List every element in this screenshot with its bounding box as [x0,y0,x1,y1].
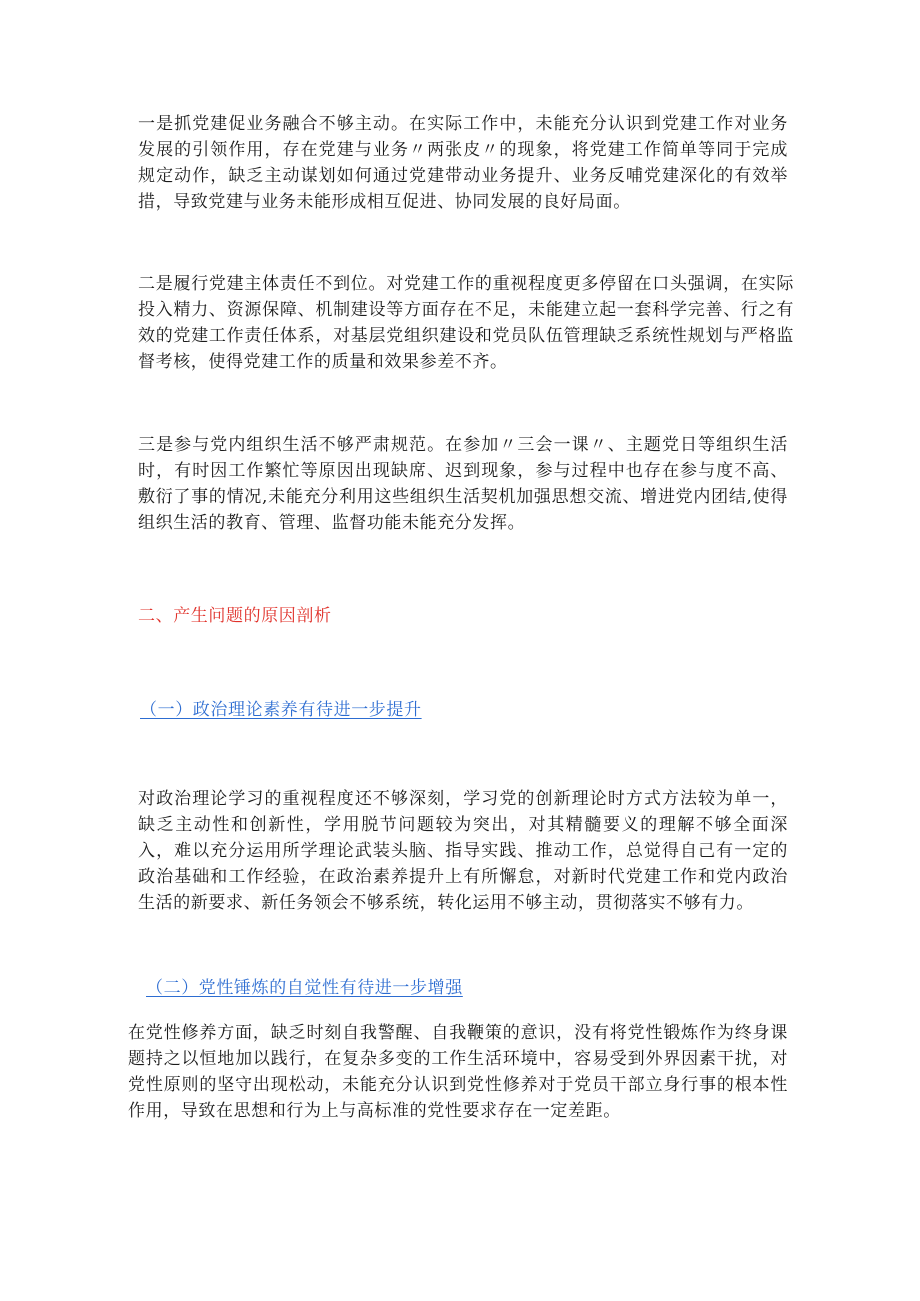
paragraph-party-business-integration: 一是抓党建促业务融合不够主动。在实际工作中，未能充分认识到党建工作对业务发展的引领作用，存在党建与业务〃两张皮〃的现象，将党建工作简单等同于完成规定动作，缺乏主动谋划如何通过党建带动业务提升、业务反哺党建深化的有效举措，导致党建与业务未能形成相互促进、协同发展的良好局面。 [138,114,788,212]
paragraph-party-responsibility: 二是履行党建主体责任不到位。对党建工作的重视程度更多停留在口头强调，在实际投入精力、资源保障、机制建设等方面存在不足，未能建立起一套科学完善、行之有效的党建工作责任体系，对基层党组织建设和党员队伍管理缺乏系统性规划与严格监督考核，使得党建工作的质量和效果参差不齐。 [138,274,794,372]
subheading-link-political-theory[interactable]: （一）政治理论素养有待进一步提升 [140,700,422,720]
paragraph-party-spirit: 在党性修养方面，缺乏时刻自我警醒、自我鞭策的意识，没有将党性锻炼作为终身课题持之以恒地加以践行，在复杂多变的工作生活环境中，容易受到外界因素干扰，对党性原则的坚守出现松动，未能充分认识到党性修养对于党员干部立身行事的根本性作用，导致在思想和行为上与高标准的党性要求存在一定差距。 [128,1023,788,1121]
paragraph-political-theory: 对政治理论学习的重视程度还不够深刻，学习党的创新理论时方式方法较为单一，缺乏主动性和创新性，学用脱节问题较为突出，对其精髓要义的理解不够全面深入，难以充分运用所学理论武装头脑、指导实践、推动工作，总觉得自己有一定的政治基础和工作经验，在政治素养提升上有所懈怠，对新时代党建工作和党内政治生活的新要求、新任务领会不够系统，转化运用不够主动，贯彻落实不够有力。 [138,789,788,913]
paragraph-organization-life: 三是参与党内组织生活不够严肃规范。在参加〃三会一课〃、主题党日等组织生活时，有时因工作繁忙等原因出现缺席、迟到现象，参与过程中也存在参与度不高、敷衍了事的情况,未能充分利用这些组织生活契机加强思想交流、增进党内团结,使得组织生活的教育、管理、监督功能未能充分发挥。 [138,435,788,533]
section-heading-cause-analysis: 二、产生问题的原因剖析 [138,606,332,626]
subheading-link-party-spirit[interactable]: （二）党性锤炼的自觉性有待进一步增强 [146,978,463,998]
